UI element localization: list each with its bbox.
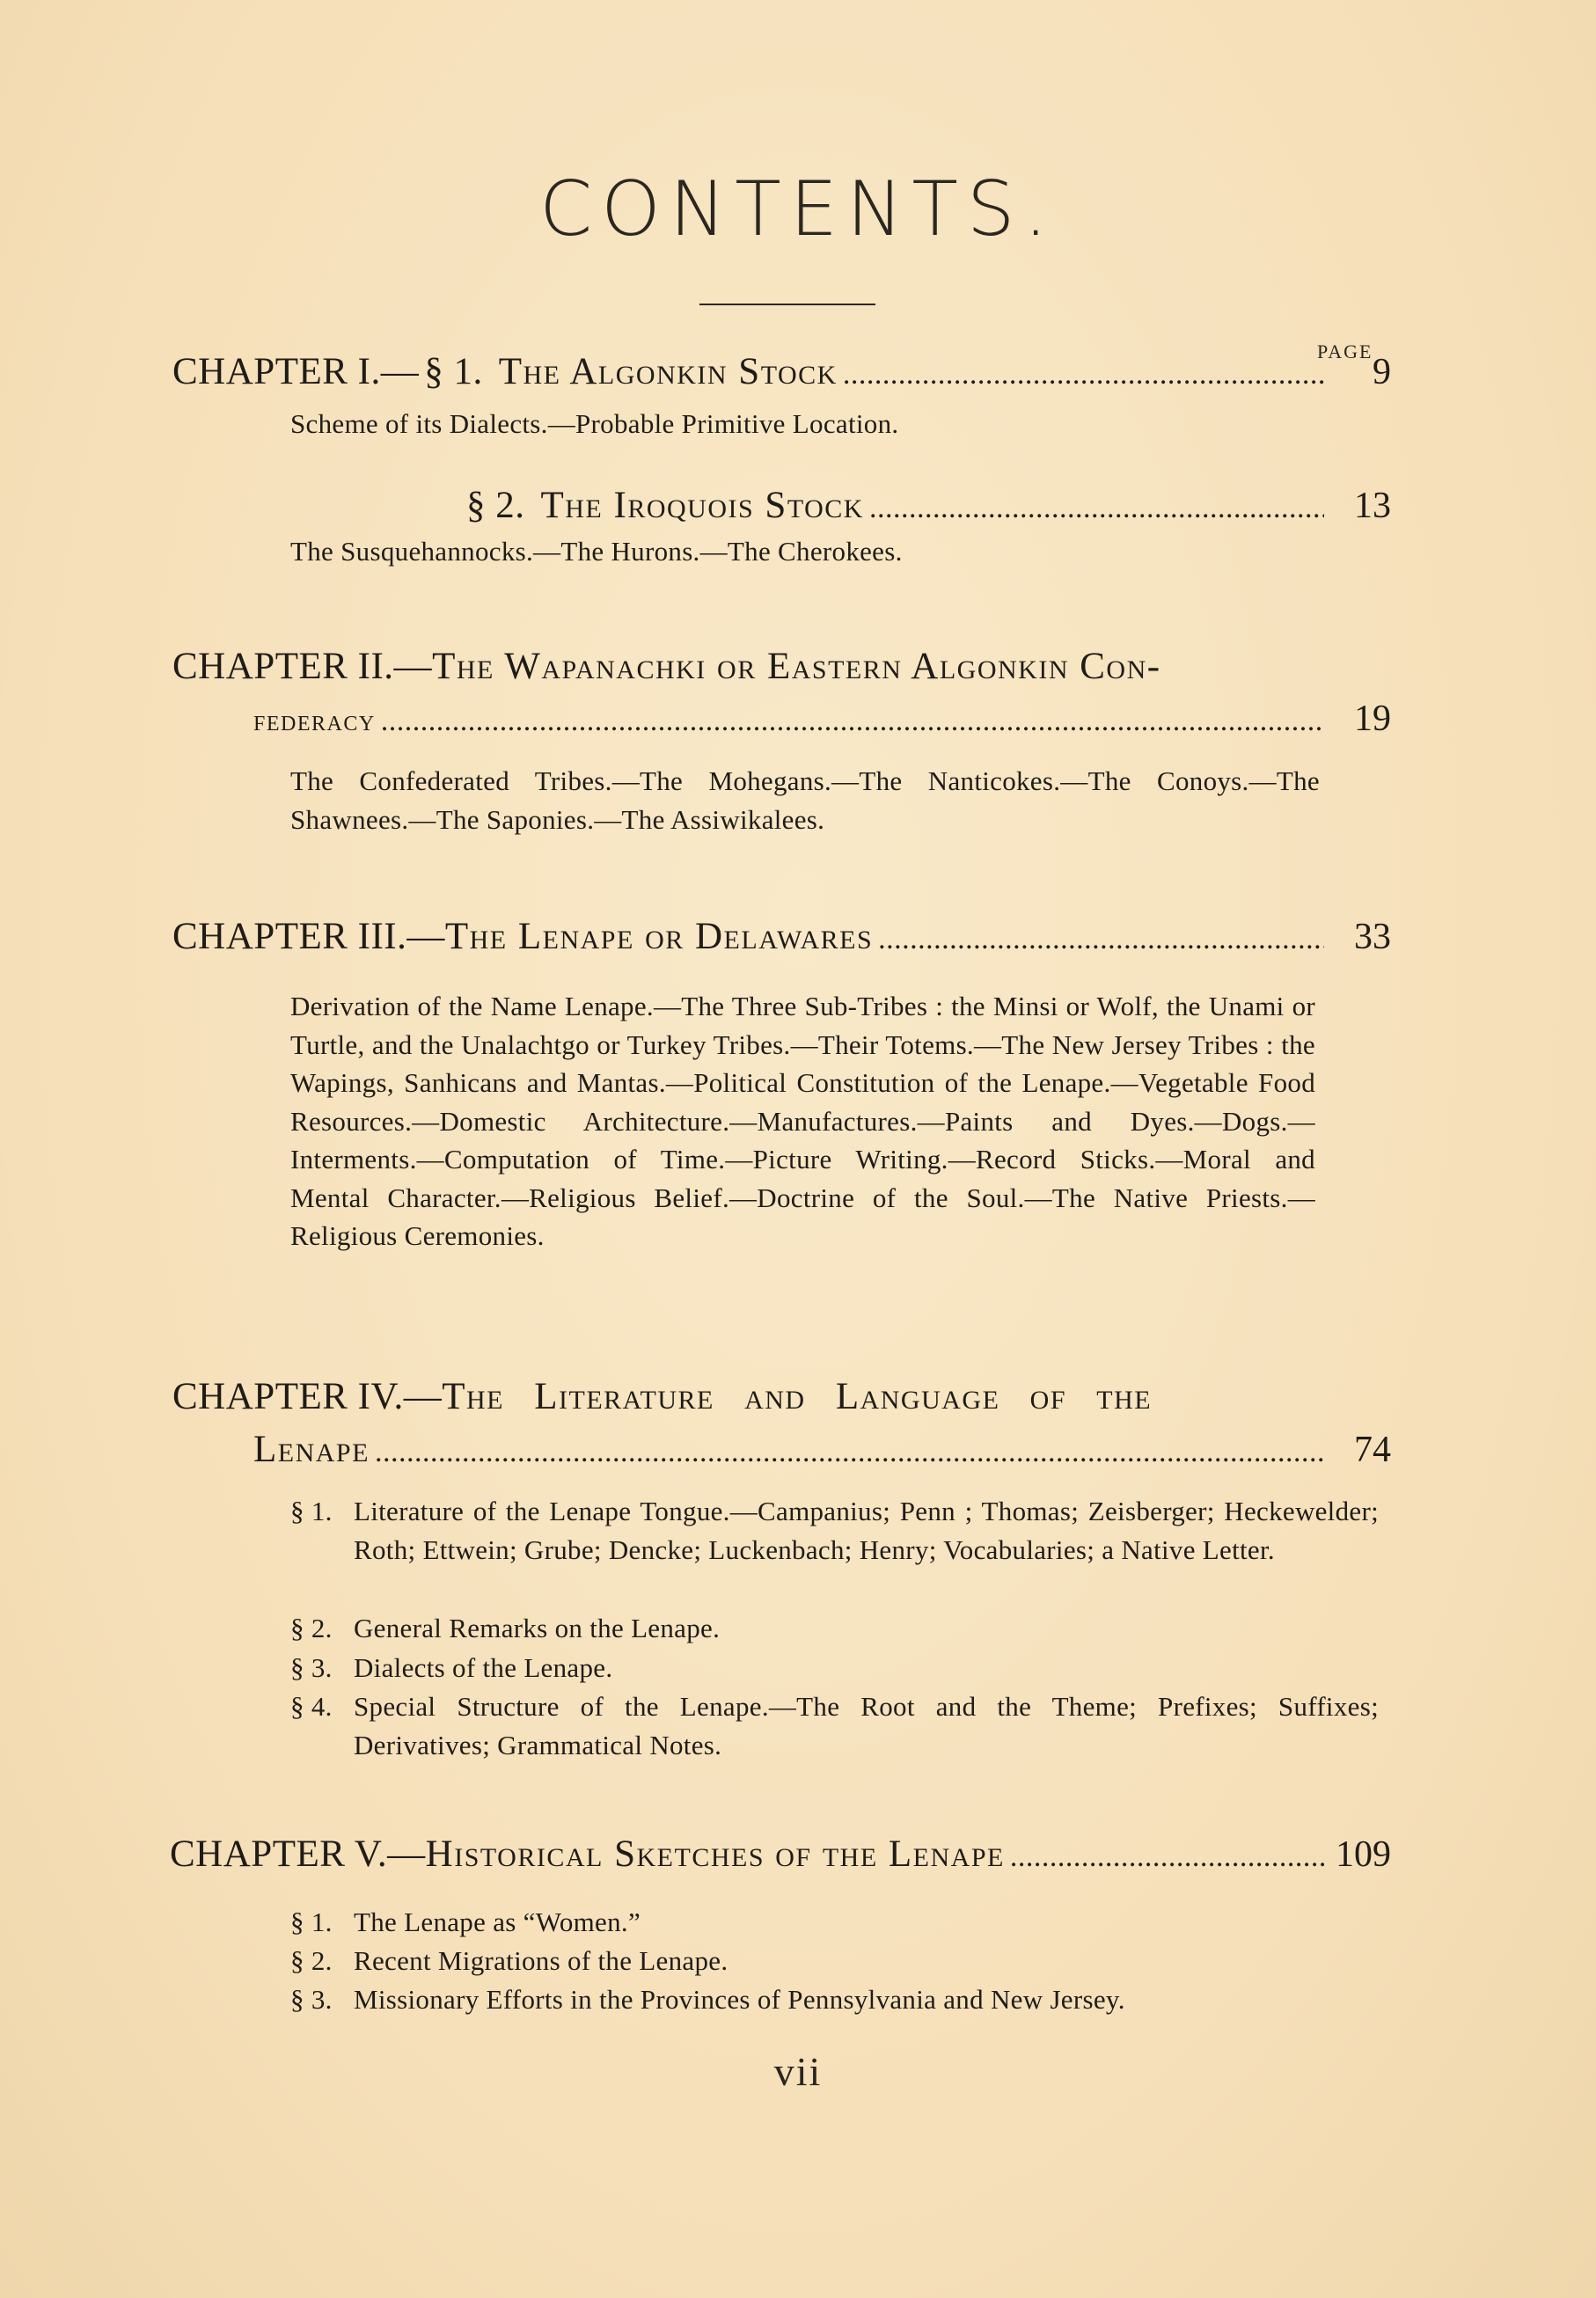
page-number: 74 (1354, 1430, 1391, 1470)
page-number: 9 (1373, 352, 1391, 392)
section-text: Recent Migrations of the Lenape. (354, 1945, 728, 1976)
dot-leader (381, 705, 1324, 738)
dot-leader (878, 923, 1324, 956)
chapter-description: The Confederated Tribes.—The Mohegans.—The Nanticokes.—The Conoys.—The Shawnees.—The Saponies.—The Assiwikalees. (290, 765, 1320, 835)
section-text: Missionary Efforts in the Provinces of Pennsylvania and New Jersey. (354, 1984, 1125, 2015)
section-mark: § 2. (290, 1945, 333, 1976)
page-column-label: PAGE (1317, 340, 1373, 362)
chapter-prefix: CHAPTER II.— (172, 646, 433, 687)
toc-entry-chapter-2-cont[interactable] (253, 698, 1391, 740)
section-item (290, 1903, 1379, 1942)
chapter-heading: Historical Sketches of the Lenape (425, 1833, 1005, 1875)
section-mark: § 3. (290, 1652, 333, 1683)
chapter-description: Scheme of its Dialects.—Probable Primitive Location. (290, 408, 899, 439)
section-item (290, 1649, 1379, 1687)
section-item (290, 1942, 1379, 1980)
chapter-prefix: CHAPTER IV.— (172, 1376, 443, 1417)
section-mark: § 1. (290, 1906, 333, 1937)
chapter-heading: The Lenape or Delawares (444, 916, 874, 957)
section-item (290, 1980, 1379, 2019)
section-text: General Remarks on the Lenape. (354, 1613, 721, 1643)
toc-entry-section-2[interactable] (466, 484, 1391, 527)
section-item (290, 1492, 1379, 1570)
chapter-heading: The Iroquois Stock (540, 485, 864, 526)
section-mark: § 2. (466, 485, 525, 526)
section-item (290, 1609, 1379, 1648)
dot-leader (1010, 1841, 1324, 1874)
toc-entry-chapter-2[interactable] (172, 645, 1321, 688)
section-item (290, 1687, 1379, 1765)
section-text: Special Structure of the Lenape.—The Root and the Theme; Prefixes; Suffixes; Derivatives; Grammatical Notes. (354, 1691, 1379, 1760)
toc-entry-chapter-4[interactable] (172, 1375, 1312, 1418)
section-text: Dialects of the Lenape. (354, 1652, 613, 1683)
section-mark: § 3. (290, 1984, 333, 2015)
chapter-description: The Susquehannocks.—The Hurons.—The Cherokees. (290, 536, 903, 567)
page-number: 109 (1336, 1834, 1391, 1875)
toc-entry-chapter-3[interactable] (172, 915, 1391, 958)
dot-leader (375, 1436, 1324, 1469)
section-mark: § 2. (290, 1613, 333, 1643)
dot-leader (869, 492, 1324, 525)
section-mark: § 4. (290, 1691, 333, 1722)
section-mark: § 1. (424, 351, 483, 392)
toc-entry-chapter-1[interactable] (172, 350, 1391, 393)
toc-entry-chapter-5[interactable] (170, 1833, 1391, 1876)
page-folio: vii (773, 2049, 823, 2094)
section-mark: § 1. (290, 1496, 333, 1526)
page-number: 33 (1354, 917, 1391, 957)
chapter-heading-line-2: federacy (253, 705, 376, 737)
chapter-heading-line-2: Lenape (253, 1429, 370, 1470)
page-number: 13 (1354, 486, 1391, 526)
chapter-description: Derivation of the Name Lenape.—The Three Sub-Tribes : the Minsi or Wolf, the Unami or Turtle, and the Unalachtgo or Turkey Tribes.—Their Totems.—The New Jersey Tribes : the Wapings, Sanhicans and Mantas.—Political Constitution of the Lenape.—Vegetable Food Resources.—Domestic Architecture.—Manufactures.—Paints and Dyes.—Dogs.—Interments.—Computation of Time.—Picture Writing.—Record Sticks.—Moral and Mental Character.—Religious Belief.—Doctrine of the Soul.—The Native Priests.—Religious Ceremonies. (290, 991, 1315, 1251)
dot-leader (843, 358, 1324, 392)
section-text: The Lenape as “Women.” (354, 1906, 641, 1937)
chapter-prefix: CHAPTER V.— (170, 1833, 426, 1875)
page-number: 19 (1354, 699, 1391, 739)
chapter-heading: The Algonkin Stock (498, 351, 838, 392)
title-rule (699, 304, 875, 305)
chapter-heading-line-1: The Wapanachki or Eastern Algonkin Con- (432, 646, 1161, 687)
chapter-prefix: CHAPTER I.— (172, 351, 420, 392)
section-text: Literature of the Lenape Tongue.—Campanius; Penn ; Thomas; Zeisberger; Heckewelder; Roth; Ettwein; Grube; Dencke; Luckenbach; Henry; Vocabularies; a Native Letter. (354, 1496, 1379, 1565)
page-title: CONTENTS. (539, 165, 1057, 253)
toc-entry-chapter-4-cont[interactable] (253, 1428, 1391, 1471)
chapter-prefix: CHAPTER III.— (172, 916, 445, 957)
chapter-heading-line-1: The Literature and Language of the (442, 1376, 1153, 1417)
